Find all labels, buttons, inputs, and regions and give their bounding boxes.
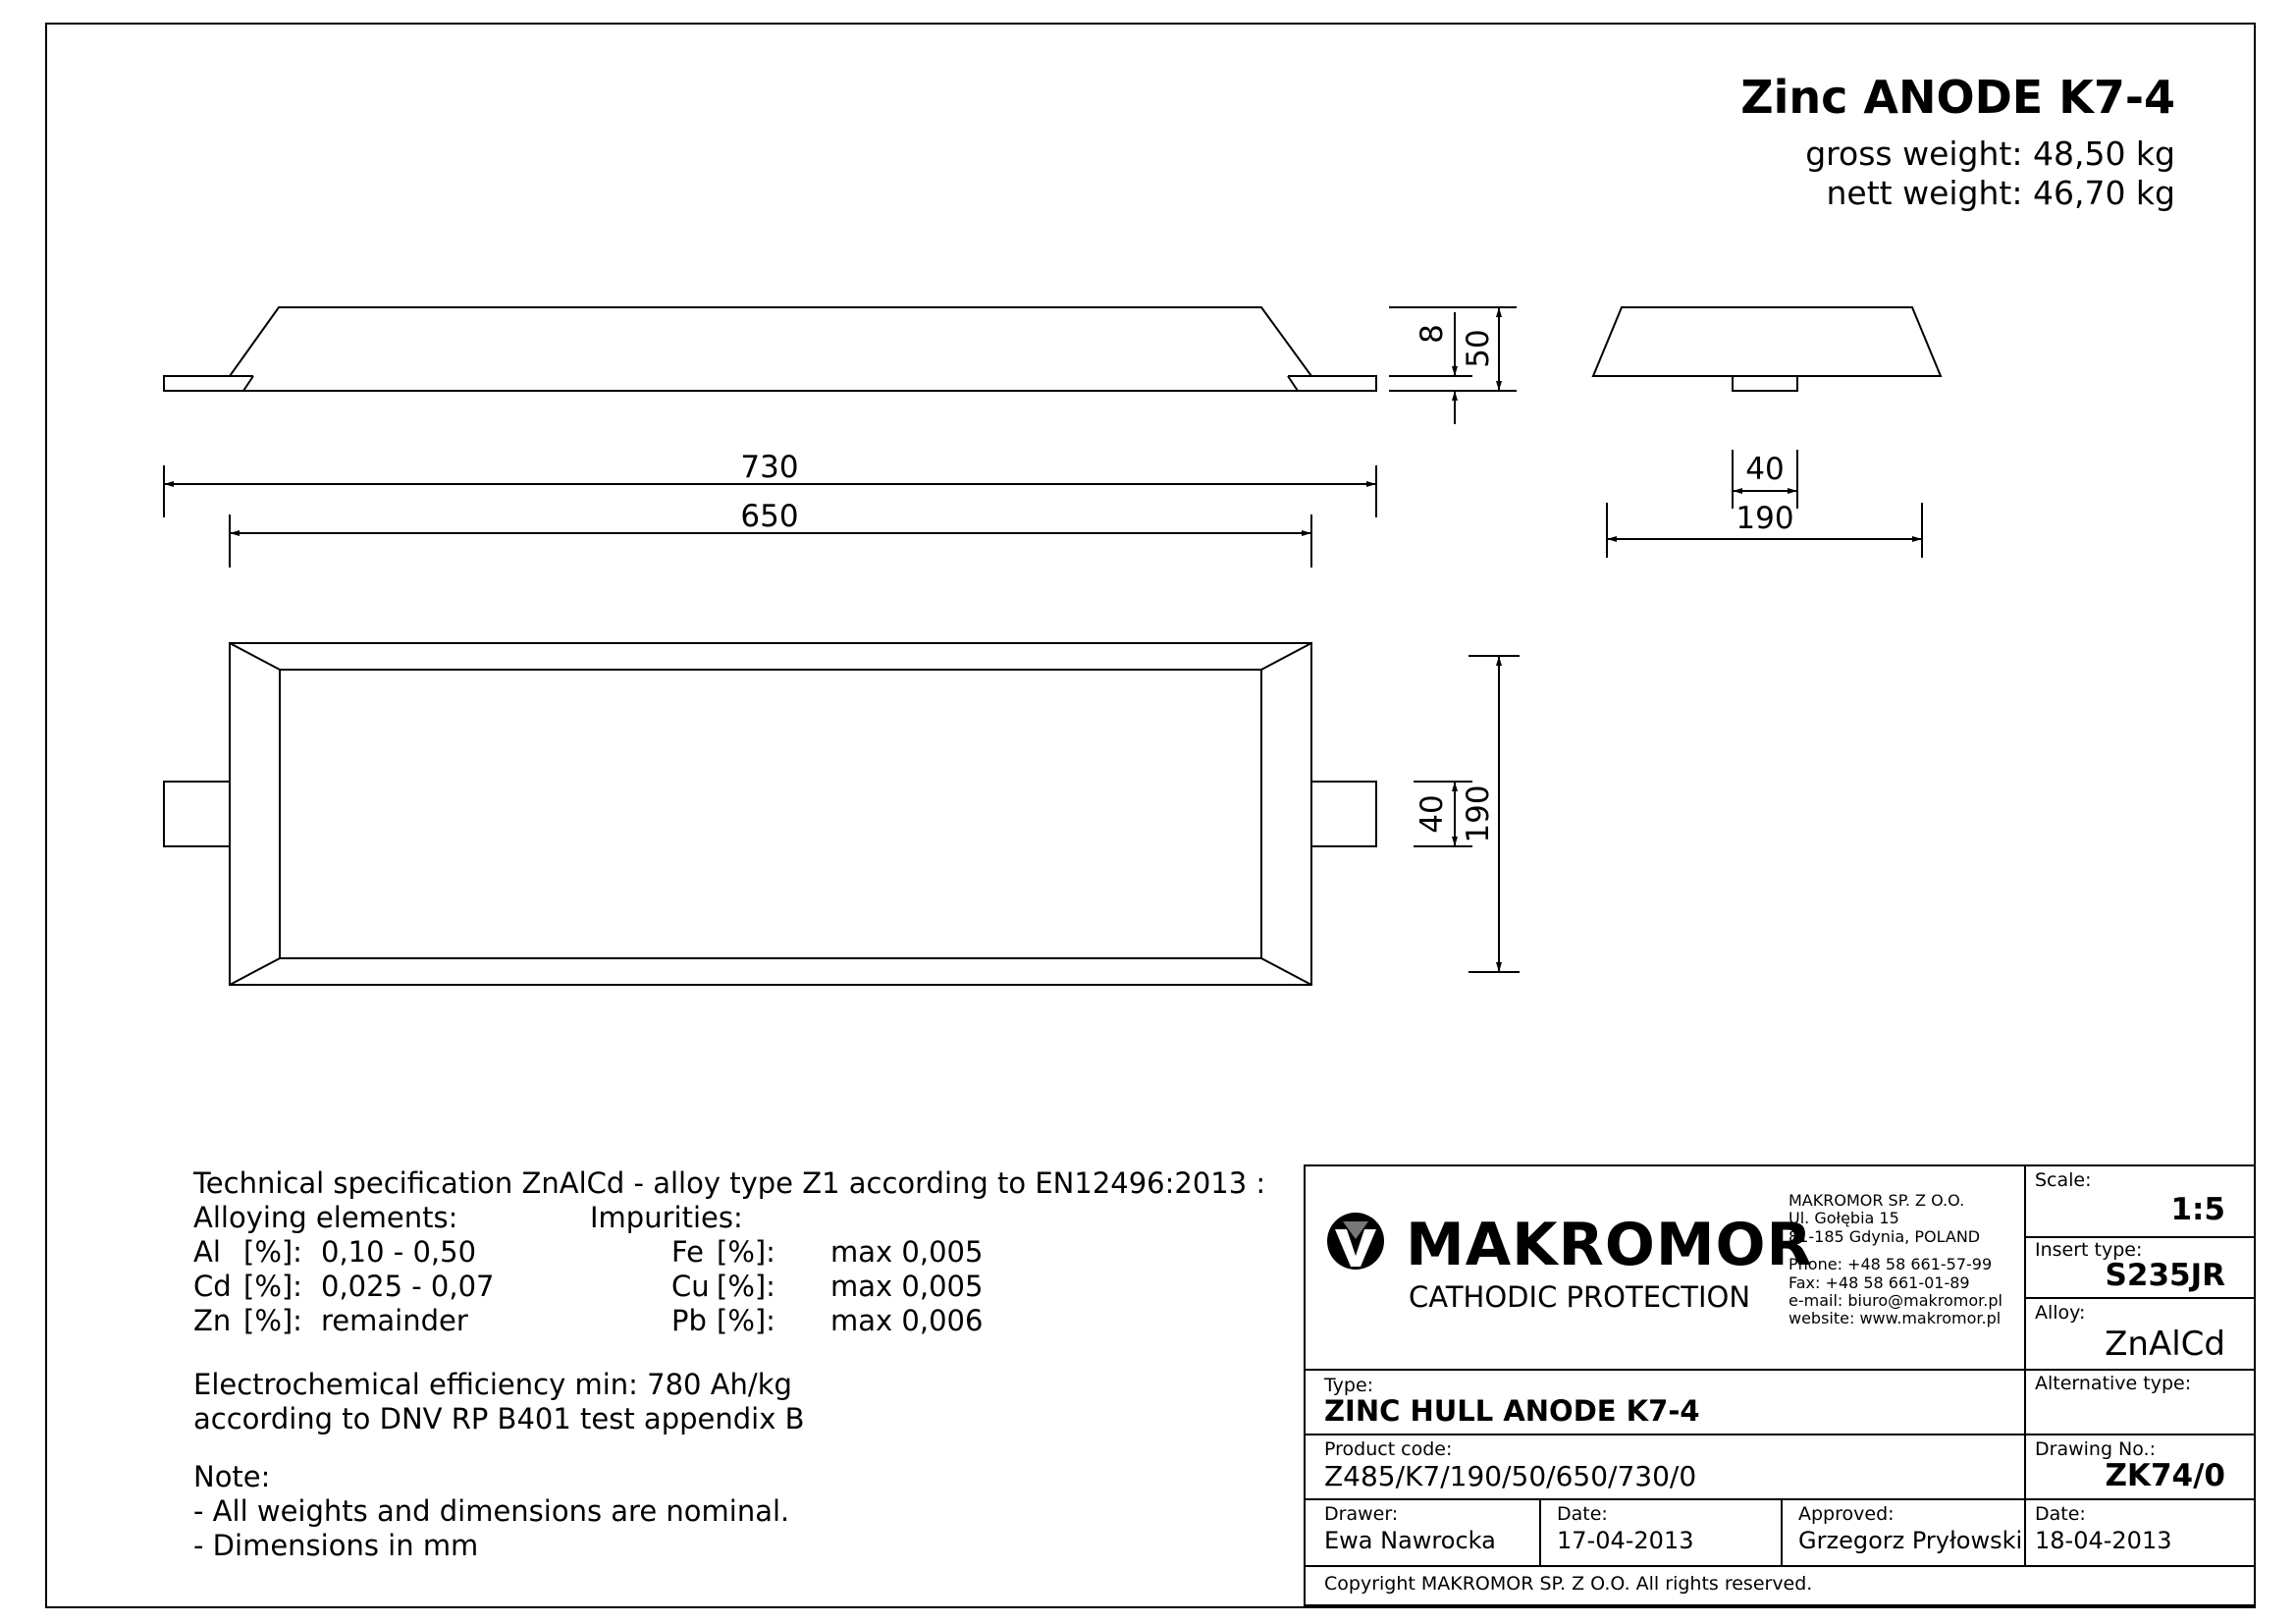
alloy-value: ZnAlCd [2105,1325,2225,1364]
insert-type-label: Insert type: [2035,1239,2143,1261]
alloy-unit: [%]: [243,1304,302,1337]
gross-weight-label: gross weight: [1805,135,2023,173]
insert-type-value: S235JR [2105,1258,2225,1293]
address-line: e-mail: biuro@makromor.pl [1789,1290,2002,1310]
impurity-unit: [%]: [717,1235,775,1269]
dim-label-8: 8 [1415,324,1450,344]
address-line: 81-185 Gdynia, POLAND [1789,1226,1981,1246]
drawer-label: Drawer: [1324,1503,1399,1525]
alloy-label: Alloy: [2035,1302,2086,1324]
efficiency-line-2: according to DNV RP B401 test appendix B [193,1402,805,1435]
impurity-value: max 0,005 [830,1270,984,1303]
drawing-no-label: Drawing No.: [2035,1438,2156,1460]
alternative-type-label: Alternative type: [2035,1373,2192,1394]
copyright: Copyright MAKROMOR SP. Z O.O. All rights reserved. [1324,1573,1813,1595]
logo-wordmark: MAKROMOR [1406,1211,1813,1279]
dim-label-50: 50 [1461,329,1496,368]
scale-label: Scale: [2035,1169,2092,1191]
impurity-element: Fe [671,1235,704,1269]
product-code-label: Product code: [1324,1438,1453,1460]
date-value: 17-04-2013 [1557,1527,1694,1554]
product-code-value: Z485/K7/190/50/650/730/0 [1324,1460,1697,1492]
side-view [164,307,1376,391]
impurity-value: max 0,006 [830,1304,984,1337]
impurity-element: Pb [671,1304,707,1337]
impurity-unit: [%]: [717,1304,775,1337]
address-line: Ul. Gołębia 15 [1789,1209,1899,1228]
alloy-unit: [%]: [243,1270,302,1303]
scale-value: 1:5 [2170,1192,2225,1227]
impurity-unit: [%]: [717,1270,775,1303]
impurities-header: Impurities: [590,1201,743,1234]
alloy-unit: [%]: [243,1235,302,1269]
dim-label-plan-40: 40 [1415,794,1450,834]
type-value: ZINC HULL ANODE K7-4 [1324,1394,1700,1428]
drawing-title: Zinc ANODE K7-4 [1740,71,2175,124]
nett-weight [1826,174,2176,212]
dim-label-730: 730 [740,450,799,485]
company-address [1789,1192,2002,1328]
impurity-value: max 0,005 [830,1235,984,1269]
note-line-1: - All weights and dimensions are nominal. [193,1494,790,1528]
date-label: Date: [1557,1503,1608,1525]
alloy-value: 0,025 - 0,07 [321,1270,495,1303]
address-line: Fax: +48 58 661-01-89 [1789,1272,1970,1292]
approval-date-label: Date: [2035,1503,2086,1525]
note-title: Note: [193,1460,271,1493]
end-view [1593,307,1941,391]
alloy-element: Zn [193,1304,232,1337]
note-line-2: - Dimensions in mm [193,1529,479,1562]
makromor-logo-icon [1327,1213,1384,1270]
efficiency-line-1: Electrochemical efficiency min: 780 Ah/kg [193,1368,792,1401]
drawing-no-value: ZK74/0 [2105,1458,2225,1493]
alloy-value: remainder [321,1304,468,1337]
logo-subtitle: CATHODIC PROTECTION [1409,1280,1751,1314]
plan-view [164,643,1376,985]
drawer-value: Ewa Nawrocka [1324,1527,1496,1554]
alloying-header: Alloying elements: [193,1201,458,1234]
nett-weight-label: nett weight: [1826,174,2023,212]
approval-date-value: 18-04-2013 [2035,1527,2172,1554]
spec-title: Technical specification ZnAlCd - alloy type Z1 according to EN12496:2013 : [193,1166,1266,1200]
address-line: website: www.makromor.pl [1789,1309,2002,1328]
gross-weight-value: 48,50 kg [2032,135,2175,173]
dim-label-end-190: 190 [1735,501,1794,536]
alloy-element: Cd [193,1270,232,1303]
dim-label-plan-190: 190 [1461,785,1496,843]
address-line: MAKROMOR SP. Z O.O. [1789,1191,1965,1210]
dim-label-end-40: 40 [1745,452,1785,487]
alloy-element: Al [193,1235,221,1269]
nett-weight-value: 46,70 kg [2032,174,2175,212]
approved-label: Approved: [1798,1503,1895,1525]
address-line: Phone: +48 58 661-57-99 [1789,1255,1993,1274]
gross-weight [1805,135,2175,173]
impurity-element: Cu [671,1270,710,1303]
dim-label-650: 650 [740,499,799,534]
approved-value: Grzegorz Pryłowski [1798,1527,2023,1554]
type-label: Type: [1324,1375,1374,1396]
height-dimension [1389,307,1517,424]
alloy-value: 0,10 - 0,50 [321,1235,477,1269]
